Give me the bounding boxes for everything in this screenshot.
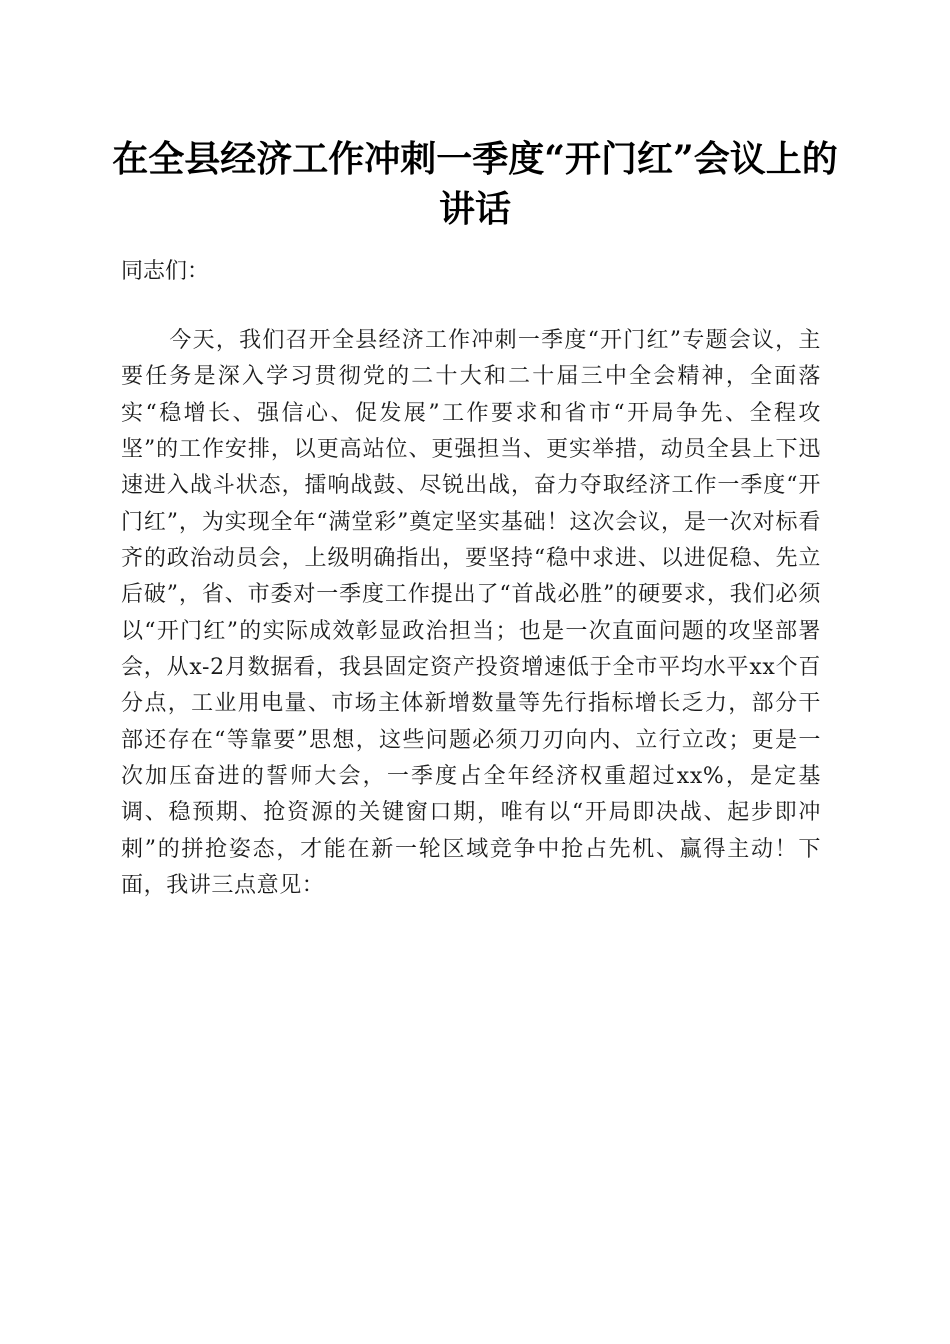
document-title: 在全县经济工作冲刺一季度“开门红”会议上的讲话 — [112, 138, 838, 230]
body-paragraph: 今天，我们召开全县经济工作冲刺一季度“开门红”专题会议，主要任务是深入学习贯彻党的二十大和二十届三中全会精神，全面落实“稳增长、强信心、促发展”工作要求和省市“开局争先、全程攻坚”的工作安排，以更高站位、更强担当、更实举措，动员全县上下迅速进入战斗状态，擂响战鼓、尽锐出战，奋力夺取经济工作一季度“开门红”，为实现全年“满堂彩”奠定坚实基础！这次会议，是一次对标看齐的政治动员会，上级明确指出，要坚持“稳中求进、以进促稳、先立后破”，省、市委对一季度工作提出了“首战必胜”的硬要求，我们必须以“开门红”的实际成效彰显政治担当；也是一次直面问题的攻坚部署会，从x-2月数据看，我县固定资产投资增速低于全市平均水平xx个百分点，工业用电量、市场主体新增数量等先行指标增长乏力，部分干部还存在“等靠要”思想，这些问题必须刀刃向内、立行立改；更是一次加压奋进的誓师大会，一季度占全年经济权重超过xx%，是定基调、稳预期、抢资源的关键窗口期，唯有以“开局即决战、起步即冲刺”的拼抢姿态，才能在新一轮区域竞争中抢占先机、赢得主动！下面，我讲三点意见： — [121, 328, 821, 899]
salutation: 同志们： — [121, 259, 210, 284]
